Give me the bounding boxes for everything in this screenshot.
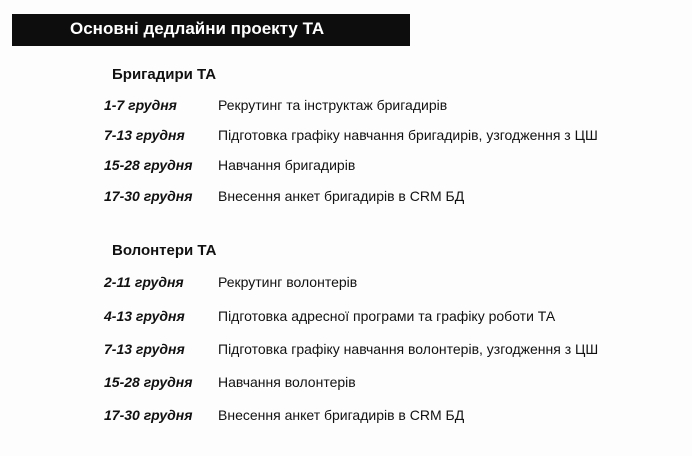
- deadline-task: Навчання волонтерів: [218, 374, 356, 390]
- deadline-row: [0, 374, 692, 396]
- deadline-row: [0, 274, 692, 296]
- section-heading-brigadiers: Бригадири ТА: [112, 66, 217, 83]
- deadline-task: Підготовка графіку навчання волонтерів, узгодження з ЦШ: [218, 341, 599, 357]
- page-title: Основні дедлайни проекту ТА: [70, 19, 325, 38]
- deadline-task: Рекрутинг та інструктаж бригадирів: [218, 97, 448, 113]
- section-heading-volunteers: Волонтери ТА: [112, 242, 217, 259]
- deadline-task: Внесення анкет бригадирів в CRM БД: [218, 407, 465, 423]
- deadline-date: 4-13 грудня: [104, 308, 185, 324]
- deadline-date: 15-28 грудня: [104, 157, 193, 173]
- deadline-task: Підготовка графіку навчання бригадирів, узгодження з ЦШ: [218, 127, 598, 143]
- deadline-date: 15-28 грудня: [104, 374, 193, 390]
- deadline-row: [0, 97, 692, 119]
- deadline-row: [0, 188, 692, 210]
- title-bar: [12, 14, 410, 46]
- deadline-row: [0, 127, 692, 149]
- deadline-date: 7-13 грудня: [104, 341, 185, 357]
- deadline-date: 7-13 грудня: [104, 127, 185, 143]
- deadline-row: [0, 308, 692, 330]
- deadline-date: 17-30 грудня: [104, 407, 193, 423]
- deadline-task: Рекрутинг волонтерів: [218, 274, 358, 290]
- deadline-task: Підготовка адресної програми та графіку роботи ТА: [218, 308, 556, 324]
- deadline-row: [0, 157, 692, 179]
- deadline-task: Навчання бригадирів: [218, 157, 356, 173]
- deadline-date: 17-30 грудня: [104, 188, 193, 204]
- deadline-date: 1-7 грудня: [104, 97, 177, 113]
- deadline-row: [0, 407, 692, 429]
- deadline-task: Внесення анкет бригадирів в CRM БД: [218, 188, 465, 204]
- deadline-row: [0, 341, 692, 363]
- deadline-date: 2-11 грудня: [104, 274, 184, 290]
